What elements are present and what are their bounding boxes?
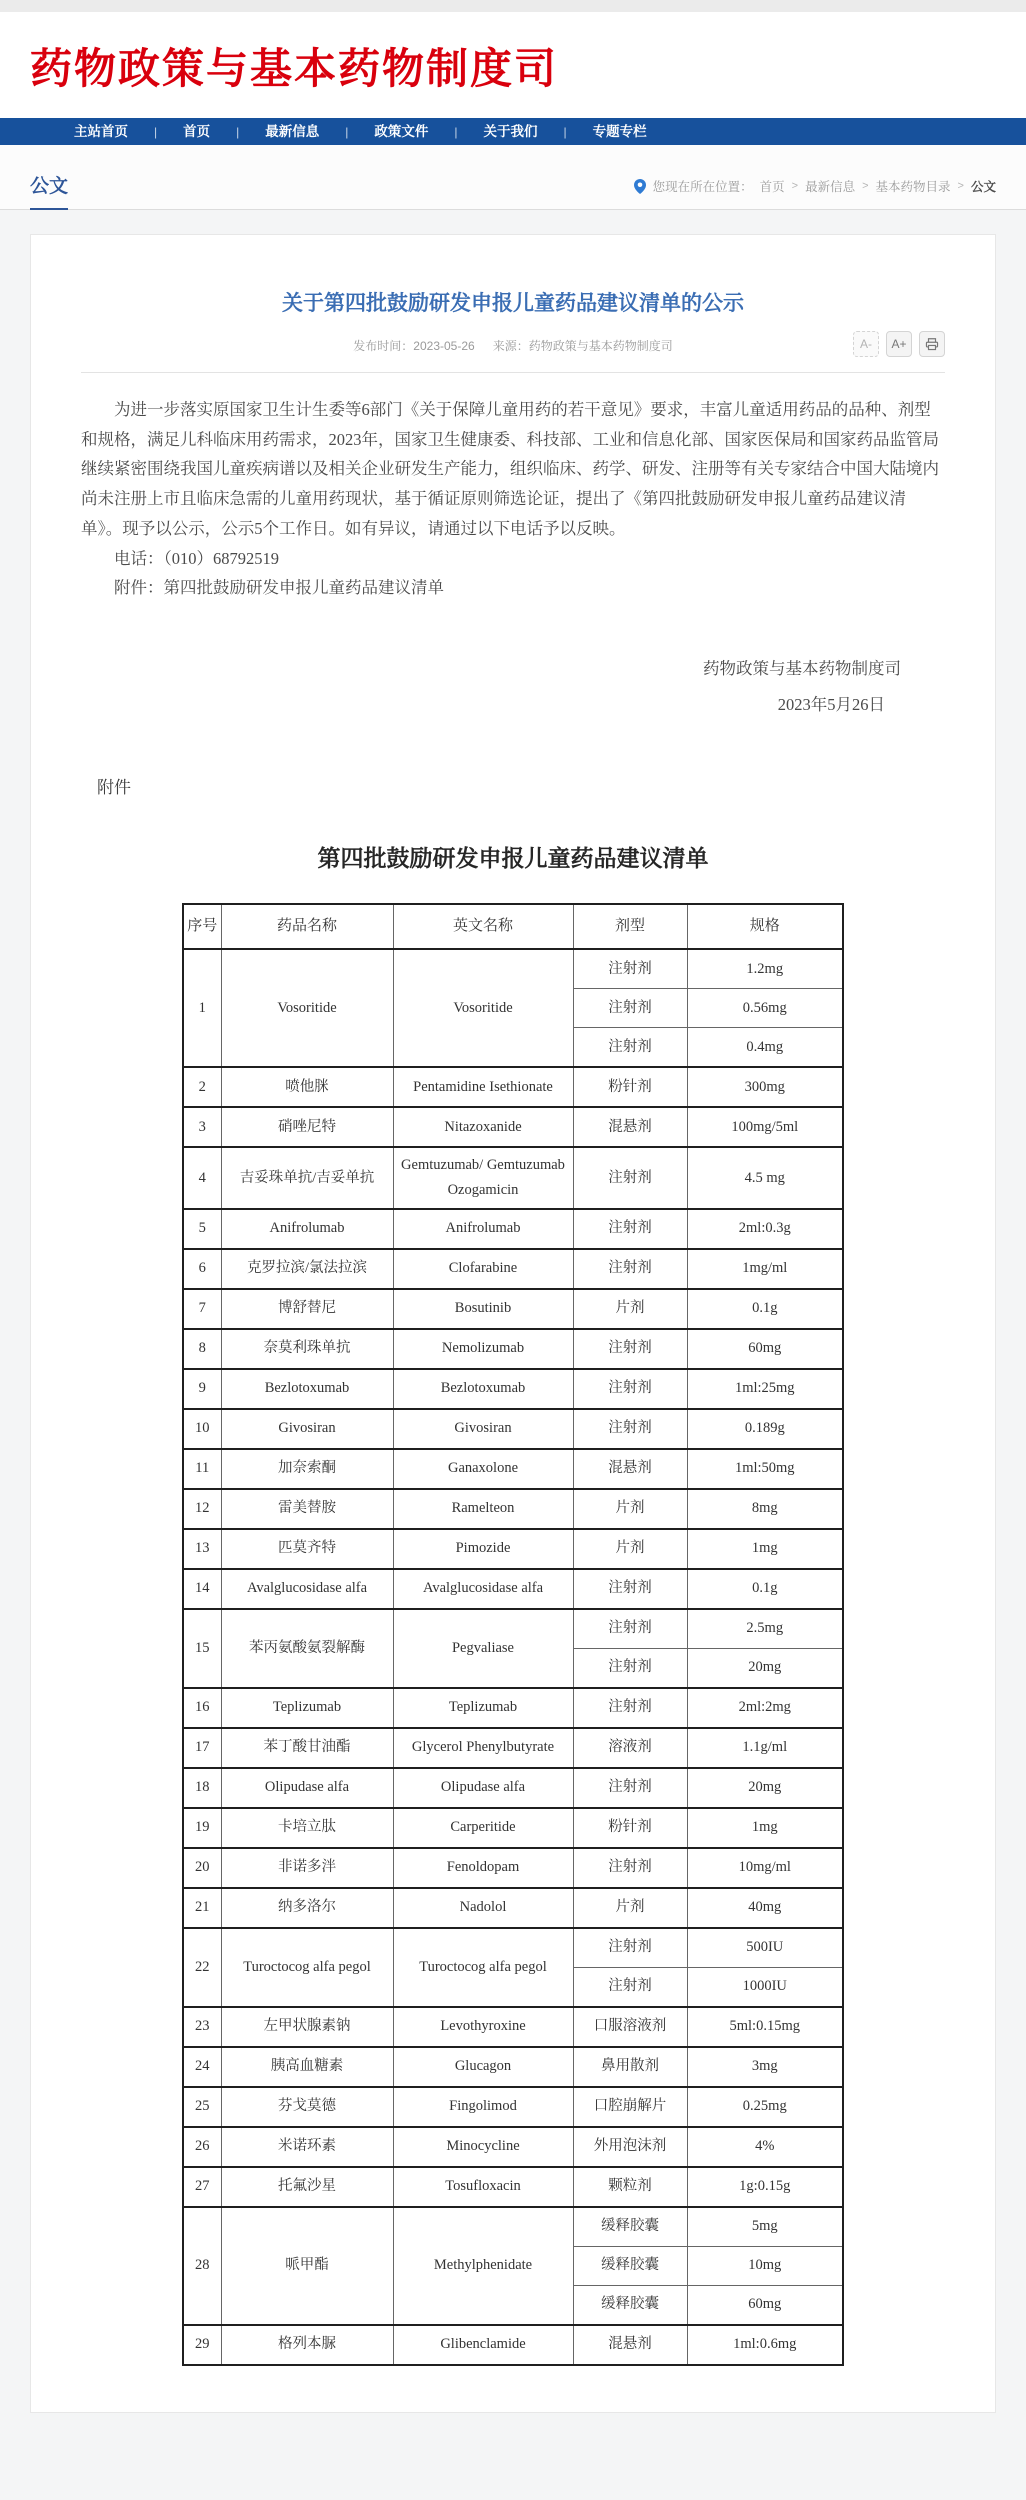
cell-drug-name-cn: 匹莫齐特 bbox=[221, 1529, 393, 1569]
cell-drug-name-cn: Anifrolumab bbox=[221, 1209, 393, 1249]
cell-drug-name-en: Pimozide bbox=[393, 1529, 573, 1569]
cell-spec: 5mg bbox=[687, 2207, 843, 2247]
table-row bbox=[183, 1928, 843, 1968]
table-row bbox=[183, 1609, 843, 1649]
table-row bbox=[183, 1289, 843, 1329]
table-row bbox=[183, 949, 843, 989]
cell-drug-name-cn: 非诺多泮 bbox=[221, 1848, 393, 1888]
print-icon bbox=[925, 337, 939, 351]
cell-row-number: 7 bbox=[183, 1289, 221, 1329]
top-strip bbox=[0, 0, 1026, 12]
cell-row-number: 3 bbox=[183, 1107, 221, 1147]
cell-dosage-form: 粉针剂 bbox=[573, 1067, 687, 1107]
appendix-label: 附件 bbox=[97, 777, 131, 797]
signature-block bbox=[81, 655, 945, 715]
breadcrumb bbox=[634, 177, 996, 195]
cell-dosage-form: 注射剂 bbox=[573, 1329, 687, 1369]
cell-drug-name-en: Teplizumab bbox=[393, 1688, 573, 1728]
cell-spec: 1ml:0.6mg bbox=[687, 2325, 843, 2365]
cell-row-number: 6 bbox=[183, 1249, 221, 1289]
table-row bbox=[183, 2007, 843, 2047]
source-label: 来源： bbox=[492, 339, 529, 354]
cell-drug-name-cn: 克罗拉滨/氯法拉滨 bbox=[221, 1249, 393, 1289]
cell-spec: 40mg bbox=[687, 1888, 843, 1928]
table-row bbox=[183, 1529, 843, 1569]
breadcrumb-location-label: 您现在所在位置： bbox=[652, 180, 753, 194]
cell-spec: 60mg bbox=[687, 1329, 843, 1369]
cell-spec: 0.25mg bbox=[687, 2087, 843, 2127]
cell-dosage-form: 粉针剂 bbox=[573, 1808, 687, 1848]
cell-dosage-form: 注射剂 bbox=[573, 949, 687, 989]
bottom-gap bbox=[0, 2441, 1026, 2465]
cell-drug-name-cn: 左甲状腺素钠 bbox=[221, 2007, 393, 2047]
cell-row-number: 21 bbox=[183, 1888, 221, 1928]
article-body bbox=[81, 395, 945, 603]
cell-drug-name-cn: Bezlotoxumab bbox=[221, 1369, 393, 1409]
cell-spec: 60mg bbox=[687, 2285, 843, 2325]
header-spec: 规格 bbox=[687, 904, 843, 950]
cell-spec: 2ml:0.3g bbox=[687, 1209, 843, 1249]
cell-row-number: 5 bbox=[183, 1209, 221, 1249]
cell-row-number: 1 bbox=[183, 949, 221, 1067]
cell-row-number: 25 bbox=[183, 2087, 221, 2127]
cell-drug-name-en: Bezlotoxumab bbox=[393, 1369, 573, 1409]
breadcrumb-separator: > bbox=[957, 180, 964, 192]
meta-divider bbox=[81, 372, 945, 373]
cell-spec: 2.5mg bbox=[687, 1609, 843, 1649]
font-larger-button[interactable]: A+ bbox=[886, 331, 912, 357]
cell-drug-name-cn: Givosiran bbox=[221, 1409, 393, 1449]
cell-row-number: 16 bbox=[183, 1688, 221, 1728]
cell-drug-name-en: Vosoritide bbox=[393, 949, 573, 1067]
cell-row-number: 14 bbox=[183, 1569, 221, 1609]
main-nav bbox=[0, 118, 1026, 145]
cell-drug-name-en: Turoctocog alfa pegol bbox=[393, 1928, 573, 2007]
cell-dosage-form: 缓释胶囊 bbox=[573, 2207, 687, 2247]
cell-drug-name-en: Nitazoxanide bbox=[393, 1107, 573, 1147]
cell-drug-name-en: Minocycline bbox=[393, 2127, 573, 2167]
cell-row-number: 23 bbox=[183, 2007, 221, 2047]
site-header bbox=[0, 12, 1026, 118]
site-title: 药物政策与基本药物制度司 bbox=[30, 45, 559, 92]
drug-table-body bbox=[183, 949, 843, 2364]
cell-dosage-form: 注射剂 bbox=[573, 1609, 687, 1649]
cell-drug-name-cn: 苯丁酸甘油酯 bbox=[221, 1728, 393, 1768]
table-row bbox=[183, 1369, 843, 1409]
nav-item-about-us[interactable]: 关于我们 bbox=[483, 124, 538, 139]
cell-drug-name-cn: Turoctocog alfa pegol bbox=[221, 1928, 393, 2007]
location-pin-icon bbox=[634, 179, 646, 194]
cell-drug-name-en: Clofarabine bbox=[393, 1249, 573, 1289]
cell-dosage-form: 注射剂 bbox=[573, 1688, 687, 1728]
table-row bbox=[183, 1449, 843, 1489]
nav-item-main-home[interactable]: 主站首页 bbox=[74, 124, 128, 139]
breadcrumb-item-essential-drug-list[interactable]: 基本药物目录 bbox=[875, 180, 951, 194]
cell-spec: 1mg/ml bbox=[687, 1249, 843, 1289]
nav-item-special-columns[interactable]: 专题专栏 bbox=[592, 124, 647, 139]
header-row bbox=[183, 904, 843, 950]
cell-spec: 1ml:50mg bbox=[687, 1449, 843, 1489]
cell-drug-name-en: Nadolol bbox=[393, 1888, 573, 1928]
drug-table-head bbox=[183, 904, 843, 950]
cell-spec: 0.4mg bbox=[687, 1028, 843, 1068]
cell-drug-name-cn: Vosoritide bbox=[221, 949, 393, 1067]
cell-row-number: 11 bbox=[183, 1449, 221, 1489]
cell-spec: 1.2mg bbox=[687, 949, 843, 989]
cell-dosage-form: 片剂 bbox=[573, 1529, 687, 1569]
cell-drug-name-en: Carperitide bbox=[393, 1808, 573, 1848]
cell-spec: 500IU bbox=[687, 1928, 843, 1968]
cell-dosage-form: 注射剂 bbox=[573, 989, 687, 1028]
signature-department: 药物政策与基本药物制度司 bbox=[703, 658, 901, 678]
section-title: 公文 bbox=[30, 171, 68, 210]
breadcrumb-item-home[interactable]: 首页 bbox=[759, 180, 785, 194]
table-row bbox=[183, 1409, 843, 1449]
cell-spec: 10mg bbox=[687, 2246, 843, 2285]
cell-drug-name-cn: 米诺环素 bbox=[221, 2127, 393, 2167]
body-paragraph: 为进一步落实原国家卫生计生委等6部门《关于保障儿童用药的若干意见》要求，丰富儿童适用药品的品种、剂型和规格，满足儿科临床用药需求，2023年，国家卫生健康委、科技部、工业和信息化部、国家医保局和国家药品监管局继续紧密围绕我国儿童疾病谱以及相关企业研发生产能力，组织临床、药学、研发、注册等有关专家结合中国大陆境内尚未注册上市且临床急需的儿童用药现状，基于循证原则筛选论证，提出了《第四批鼓励研发申报儿童药品建议清单》。现予以公示，公示5个工作日。如有异议，请通过以下电话予以反映。 bbox=[81, 400, 939, 538]
cell-dosage-form: 注射剂 bbox=[573, 1967, 687, 2007]
cell-row-number: 20 bbox=[183, 1848, 221, 1888]
cell-drug-name-cn: 奈莫利珠单抗 bbox=[221, 1329, 393, 1369]
cell-dosage-form: 片剂 bbox=[573, 1489, 687, 1529]
cell-spec: 20mg bbox=[687, 1768, 843, 1808]
cell-spec: 0.1g bbox=[687, 1569, 843, 1609]
cell-drug-name-cn: 加奈索酮 bbox=[221, 1449, 393, 1489]
table-row bbox=[183, 1147, 843, 1208]
cell-spec: 1000IU bbox=[687, 1967, 843, 2007]
nav-separator: | bbox=[454, 124, 458, 139]
attachment-line: 附件：第四批鼓励研发申报儿童药品建议清单 bbox=[114, 578, 444, 598]
cell-dosage-form: 口服溶液剂 bbox=[573, 2007, 687, 2047]
cell-drug-name-en: Givosiran bbox=[393, 1409, 573, 1449]
cell-spec: 0.56mg bbox=[687, 989, 843, 1028]
cell-spec: 1.1g/ml bbox=[687, 1728, 843, 1768]
cell-row-number: 9 bbox=[183, 1369, 221, 1409]
cell-dosage-form: 注射剂 bbox=[573, 1928, 687, 1968]
cell-drug-name-cn: 托氟沙星 bbox=[221, 2167, 393, 2207]
table-row bbox=[183, 1808, 843, 1848]
cell-spec: 20mg bbox=[687, 1648, 843, 1688]
nav-separator: | bbox=[154, 124, 158, 139]
cell-spec: 4.5 mg bbox=[687, 1147, 843, 1208]
cell-row-number: 8 bbox=[183, 1329, 221, 1369]
table-row bbox=[183, 1249, 843, 1289]
cell-drug-name-en: Anifrolumab bbox=[393, 1209, 573, 1249]
cell-dosage-form: 外用泡沫剂 bbox=[573, 2127, 687, 2167]
cell-row-number: 24 bbox=[183, 2047, 221, 2087]
cell-dosage-form: 口腔崩解片 bbox=[573, 2087, 687, 2127]
table-row bbox=[183, 1768, 843, 1808]
cell-spec: 1mg bbox=[687, 1808, 843, 1848]
cell-dosage-form: 注射剂 bbox=[573, 1768, 687, 1808]
cell-drug-name-en: Tosufloxacin bbox=[393, 2167, 573, 2207]
article-title: 关于第四批鼓励研发申报儿童药品建议清单的公示 bbox=[282, 292, 744, 316]
nav-separator: | bbox=[563, 124, 567, 139]
cell-drug-name-en: Fenoldopam bbox=[393, 1848, 573, 1888]
breadcrumb-separator: > bbox=[862, 180, 869, 192]
phone-line: 电话：（010）68792519 bbox=[114, 548, 279, 568]
table-row bbox=[183, 2127, 843, 2167]
table-row bbox=[183, 1329, 843, 1369]
cell-dosage-form: 片剂 bbox=[573, 1888, 687, 1928]
cell-dosage-form: 注射剂 bbox=[573, 1648, 687, 1688]
cell-drug-name-cn: 雷美替胺 bbox=[221, 1489, 393, 1529]
cell-drug-name-en: Glucagon bbox=[393, 2047, 573, 2087]
cell-drug-name-en: Pentamidine Isethionate bbox=[393, 1067, 573, 1107]
cell-drug-name-cn: 纳多洛尔 bbox=[221, 1888, 393, 1928]
cell-drug-name-en: Glycerol Phenylbutyrate bbox=[393, 1728, 573, 1768]
article-meta bbox=[81, 337, 945, 354]
header-drug-name-cn: 药品名称 bbox=[221, 904, 393, 950]
cell-spec: 0.189g bbox=[687, 1409, 843, 1449]
cell-drug-name-en: Pegvaliase bbox=[393, 1609, 573, 1688]
cell-drug-name-en: Ganaxolone bbox=[393, 1449, 573, 1489]
table-row bbox=[183, 1688, 843, 1728]
cell-dosage-form: 注射剂 bbox=[573, 1409, 687, 1449]
cell-drug-name-en: Glibenclamide bbox=[393, 2325, 573, 2365]
cell-dosage-form: 鼻用散剂 bbox=[573, 2047, 687, 2087]
cell-dosage-form: 混悬剂 bbox=[573, 1107, 687, 1147]
cell-dosage-form: 片剂 bbox=[573, 1289, 687, 1329]
cell-drug-name-cn: 格列本脲 bbox=[221, 2325, 393, 2365]
cell-drug-name-cn: 哌甲酯 bbox=[221, 2207, 393, 2325]
cell-drug-name-en: Nemolizumab bbox=[393, 1329, 573, 1369]
cell-dosage-form: 注射剂 bbox=[573, 1848, 687, 1888]
cell-drug-name-cn: 苯丙氨酸氨裂解酶 bbox=[221, 1609, 393, 1688]
cell-row-number: 28 bbox=[183, 2207, 221, 2325]
cell-dosage-form: 颗粒剂 bbox=[573, 2167, 687, 2207]
cell-row-number: 19 bbox=[183, 1808, 221, 1848]
table-row bbox=[183, 2325, 843, 2365]
cell-dosage-form: 注射剂 bbox=[573, 1249, 687, 1289]
cell-drug-name-en: Bosutinib bbox=[393, 1289, 573, 1329]
cell-drug-name-en: Gemtuzumab/ Gemtuzumab Ozogamicin bbox=[393, 1147, 573, 1208]
cell-drug-name-cn: 硝唑尼特 bbox=[221, 1107, 393, 1147]
cell-drug-name-cn: 芬戈莫德 bbox=[221, 2087, 393, 2127]
source-value: 药物政策与基本药物制度司 bbox=[528, 339, 673, 354]
cell-spec: 100mg/5ml bbox=[687, 1107, 843, 1147]
table-row bbox=[183, 1888, 843, 1928]
cell-drug-name-cn: 胰高血糖素 bbox=[221, 2047, 393, 2087]
table-row bbox=[183, 2047, 843, 2087]
cell-spec: 1mg bbox=[687, 1529, 843, 1569]
cell-drug-name-en: Avalglucosidase alfa bbox=[393, 1569, 573, 1609]
breadcrumb-band bbox=[0, 145, 1026, 210]
cell-row-number: 15 bbox=[183, 1609, 221, 1688]
cell-spec: 0.1g bbox=[687, 1289, 843, 1329]
cell-dosage-form: 缓释胶囊 bbox=[573, 2285, 687, 2325]
cell-row-number: 27 bbox=[183, 2167, 221, 2207]
print-button[interactable] bbox=[919, 331, 945, 357]
cell-spec: 1g:0.15g bbox=[687, 2167, 843, 2207]
cell-spec: 10mg/ml bbox=[687, 1848, 843, 1888]
cell-drug-name-en: Methylphenidate bbox=[393, 2207, 573, 2325]
cell-row-number: 18 bbox=[183, 1768, 221, 1808]
font-smaller-button[interactable]: A- bbox=[853, 331, 879, 357]
cell-row-number: 12 bbox=[183, 1489, 221, 1529]
cell-drug-name-en: Olipudase alfa bbox=[393, 1768, 573, 1808]
cell-drug-name-cn: Teplizumab bbox=[221, 1688, 393, 1728]
breadcrumb-item-current: 公文 bbox=[970, 180, 996, 194]
header-drug-name-en: 英文名称 bbox=[393, 904, 573, 950]
cell-drug-name-cn: 卡培立肽 bbox=[221, 1808, 393, 1848]
cell-dosage-form: 溶液剂 bbox=[573, 1728, 687, 1768]
cell-row-number: 26 bbox=[183, 2127, 221, 2167]
cell-spec: 4% bbox=[687, 2127, 843, 2167]
nav-separator: | bbox=[345, 124, 349, 139]
table-row bbox=[183, 1067, 843, 1107]
breadcrumb-item-latest-news[interactable]: 最新信息 bbox=[805, 180, 856, 194]
table-row bbox=[183, 1107, 843, 1147]
header-row-number: 序号 bbox=[183, 904, 221, 950]
cell-drug-name-cn: 喷他脒 bbox=[221, 1067, 393, 1107]
signature-date: 2023年5月26日 bbox=[777, 694, 885, 714]
cell-dosage-form: 注射剂 bbox=[573, 1147, 687, 1208]
drug-table bbox=[182, 903, 844, 2366]
table-row bbox=[183, 1209, 843, 1249]
cell-drug-name-cn: 博舒替尼 bbox=[221, 1289, 393, 1329]
cell-dosage-form: 注射剂 bbox=[573, 1369, 687, 1409]
cell-drug-name-en: Fingolimod bbox=[393, 2087, 573, 2127]
cell-spec: 2ml:2mg bbox=[687, 1688, 843, 1728]
publish-date-label: 发布时间： bbox=[353, 339, 414, 354]
table-row bbox=[183, 1569, 843, 1609]
cell-spec: 3mg bbox=[687, 2047, 843, 2087]
cell-row-number: 13 bbox=[183, 1529, 221, 1569]
article-card bbox=[30, 234, 996, 2413]
cell-dosage-form: 注射剂 bbox=[573, 1209, 687, 1249]
table-row bbox=[183, 1848, 843, 1888]
article-tools bbox=[853, 331, 945, 357]
cell-spec: 8mg bbox=[687, 1489, 843, 1529]
cell-dosage-form: 混悬剂 bbox=[573, 2325, 687, 2365]
cell-spec: 1ml:25mg bbox=[687, 1369, 843, 1409]
cell-row-number: 17 bbox=[183, 1728, 221, 1768]
publish-date: 2023-05-26 bbox=[413, 339, 475, 354]
cell-drug-name-cn: 吉妥珠单抗/吉妥单抗 bbox=[221, 1147, 393, 1208]
cell-row-number: 10 bbox=[183, 1409, 221, 1449]
header-dosage-form: 剂型 bbox=[573, 904, 687, 950]
cell-dosage-form: 注射剂 bbox=[573, 1569, 687, 1609]
cell-drug-name-en: Ramelteon bbox=[393, 1489, 573, 1529]
cell-drug-name-cn: Olipudase alfa bbox=[221, 1768, 393, 1808]
table-row bbox=[183, 2167, 843, 2207]
table-row bbox=[183, 1728, 843, 1768]
table-row bbox=[183, 2207, 843, 2247]
cell-row-number: 29 bbox=[183, 2325, 221, 2365]
cell-dosage-form: 缓释胶囊 bbox=[573, 2246, 687, 2285]
cell-row-number: 2 bbox=[183, 1067, 221, 1107]
cell-drug-name-cn: Avalglucosidase alfa bbox=[221, 1569, 393, 1609]
cell-dosage-form: 注射剂 bbox=[573, 1028, 687, 1068]
table-row bbox=[183, 1489, 843, 1529]
nav-item-home[interactable]: 首页 bbox=[183, 124, 211, 139]
breadcrumb-separator: > bbox=[791, 180, 799, 192]
nav-separator: | bbox=[236, 124, 240, 139]
attachment-table-title: 第四批鼓励研发申报儿童药品建议清单 bbox=[317, 844, 709, 871]
cell-drug-name-en: Levothyroxine bbox=[393, 2007, 573, 2047]
nav-item-policy-documents[interactable]: 政策文件 bbox=[374, 124, 429, 139]
nav-item-latest-news[interactable]: 最新信息 bbox=[265, 124, 320, 139]
table-row bbox=[183, 2087, 843, 2127]
cell-spec: 5ml:0.15mg bbox=[687, 2007, 843, 2047]
cell-row-number: 22 bbox=[183, 1928, 221, 2007]
cell-row-number: 4 bbox=[183, 1147, 221, 1208]
cell-spec: 300mg bbox=[687, 1067, 843, 1107]
cell-dosage-form: 混悬剂 bbox=[573, 1449, 687, 1489]
